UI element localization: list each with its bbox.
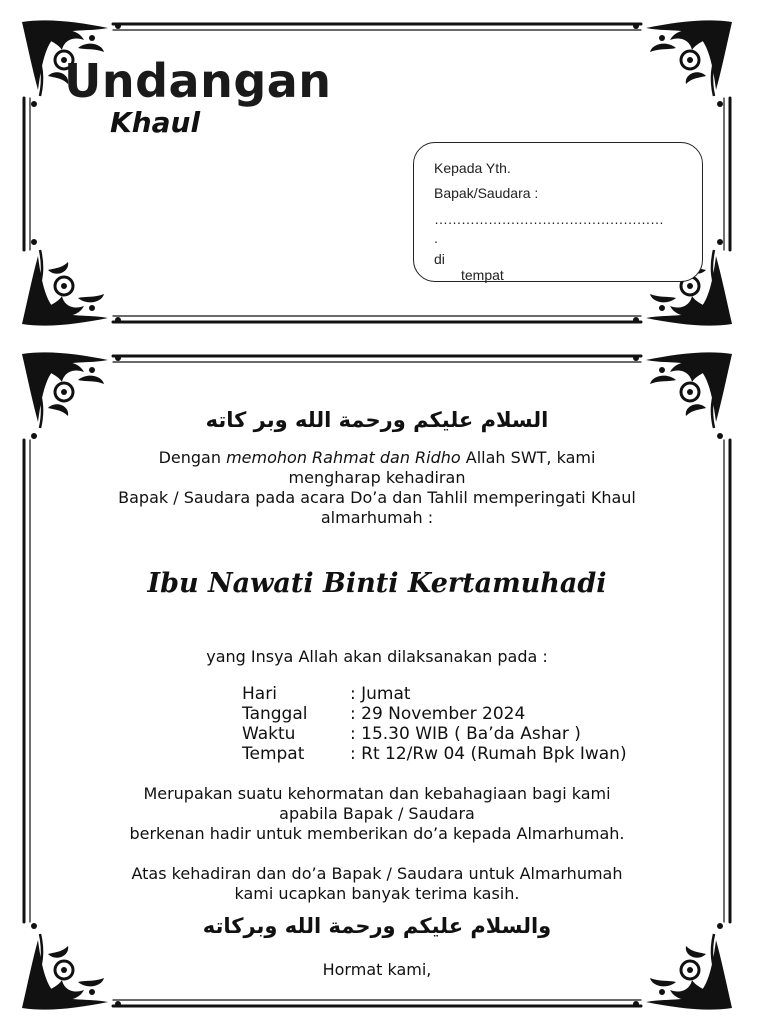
detail-label: Tanggal	[242, 704, 308, 724]
deceased-name: Ibu Nawati Binti Kertamuhadi	[147, 568, 607, 599]
invitation-title: Undangan	[64, 54, 332, 108]
detail-value: : 29 November 2024	[350, 704, 526, 724]
intro-line-1	[18, 448, 736, 468]
intro-line-2: mengharap kehadiran	[288, 468, 466, 487]
detail-row-day	[242, 684, 627, 704]
envelope-card	[18, 18, 736, 328]
schedule-intro: yang Insya Allah akan dilaksanakan pada :	[206, 647, 548, 666]
thanks-line-2: kami ucapkan banyak terima kasih.	[234, 884, 520, 903]
event-details-table	[242, 684, 627, 764]
intro-line-4: almarhumah :	[320, 508, 434, 527]
intro-text: Dengan	[158, 448, 227, 467]
arabic-closing: والسلام عليكم ورحمة الله وبركاته	[202, 914, 552, 938]
invitation-letter-card	[18, 350, 736, 1012]
address-salutation: Kepada Yth.	[434, 160, 511, 176]
invitation-subtitle: Khaul	[110, 106, 201, 139]
detail-label: Waktu	[242, 724, 296, 744]
detail-row-time	[242, 724, 627, 744]
arabic-greeting: السلام عليكم ورحمة الله وبر كاته	[205, 408, 549, 432]
signoff: Hormat kami,	[322, 960, 432, 979]
recipient-address-box	[413, 142, 703, 282]
intro-line-3: Bapak / Saudara pada acara Do’a dan Tahlil memperingati Khaul	[118, 488, 636, 507]
address-blank-line: ……………………………………………	[434, 211, 664, 227]
detail-row-place	[242, 744, 627, 764]
detail-value: : Jumat	[350, 684, 411, 704]
detail-label: Tempat	[242, 744, 305, 764]
honor-line-3: berkenan hadir untuk memberikan do’a kepada Almarhumah.	[129, 824, 625, 843]
detail-row-date	[242, 704, 627, 724]
thanks-line-1: Atas kehadiran dan do’a Bapak / Saudara untuk Almarhumah	[131, 864, 623, 883]
address-blank-line-end: .	[434, 230, 438, 246]
detail-label: Hari	[242, 684, 277, 704]
honor-line-2: apabila Bapak / Saudara	[279, 804, 475, 823]
address-di: di	[434, 251, 445, 267]
address-tempat: tempat	[461, 267, 504, 283]
detail-value: : 15.30 WIB ( Ba’da Ashar )	[350, 724, 581, 744]
address-recipient-label: Bapak/Saudara :	[434, 185, 539, 201]
honor-line-1: Merupakan suatu kehormatan dan kebahagiaan bagi kami	[143, 784, 611, 803]
intro-italic-text: memohon Rahmat dan Ridho	[226, 448, 461, 467]
detail-value: : Rt 12/Rw 04 (Rumah Bpk Iwan)	[350, 744, 627, 764]
intro-text: Allah SWT, kami	[460, 448, 596, 467]
